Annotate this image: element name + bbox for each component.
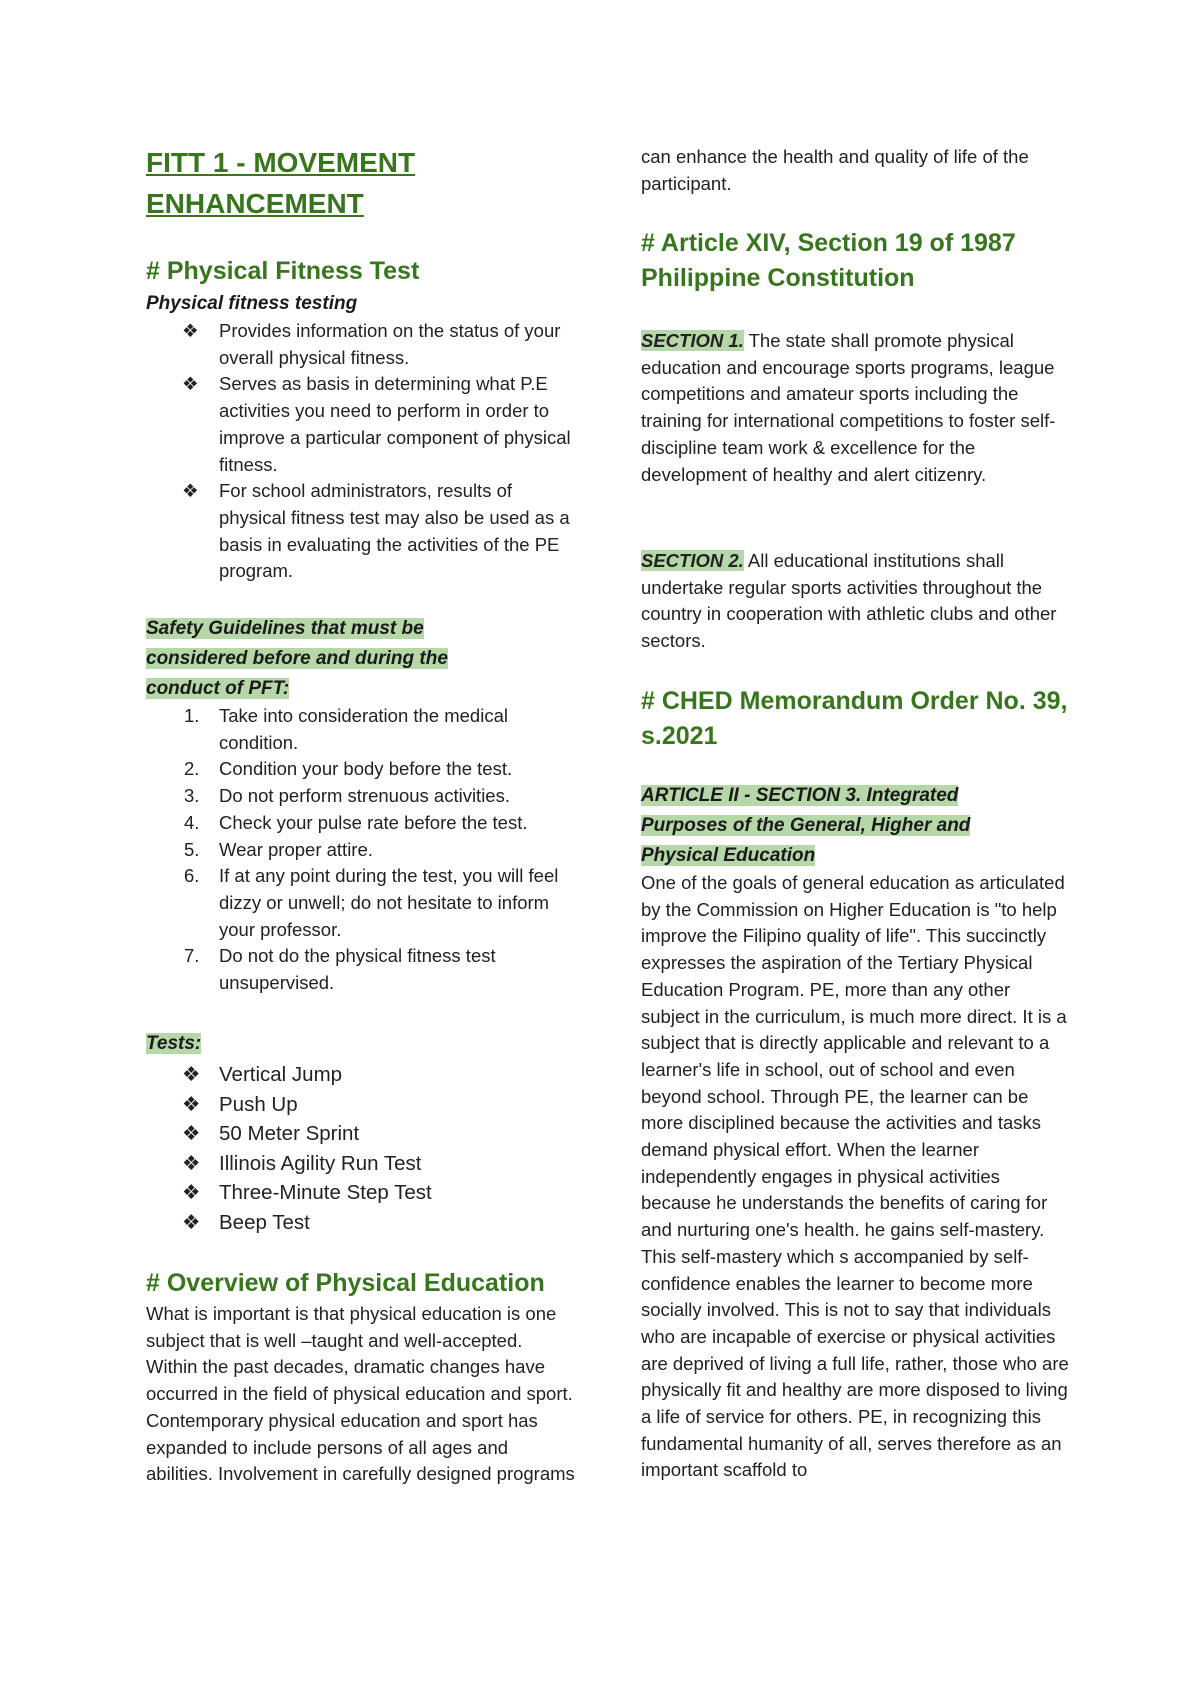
ched-memorandum-heading: # CHED Memorandum Order No. 39, s.2021: [641, 687, 1068, 750]
section-2-label: SECTION 2.: [641, 550, 744, 571]
diamond-bullet-icon: ❖: [182, 1063, 201, 1086]
diamond-bullet-icon: ❖: [182, 1151, 201, 1175]
article-ii-paragraph: One of the goals of general education as articulated by the Commission on Higher Education is "to help improve the Filipino quality of life". This succinctly expresses the aspiration of the Tertiary Physical Education Program. PE, more than any other subject in the curriculum, is much more direct. It is a subject that is directly applicable and relevant to a learner's life in school, out of school and even beyond school. Through PE, the learner can be more disciplined because the activities and tasks demand physical effort. When the learner independently engages in physical activities because he understands the benefits of caring for and nurturing one's health. he gains self-mastery. This self-mastery which s accompanied by self-confidence enables the learner to become more socially involved. This is not to say that individuals who are incapable of exercise or physical activities are deprived of living a full life, rather, those who are physically fit and healthy are more disposed to living a life of service for others. PE, in recognizing this fundamental humanity of all, serves therefore as an important scaffold to: [641, 872, 1069, 1481]
list-item: ❖ Beep Test: [146, 1208, 576, 1238]
physical-fitness-test-heading: # Physical Fitness Test: [146, 257, 420, 285]
list-item: ❖ Three-Minute Step Test: [146, 1178, 576, 1208]
section-2-paragraph: SECTION 2. All educational institutions shall undertake regular sports activities throughout the country in cooperation with athletic clubs and other sectors.: [641, 550, 1057, 652]
tests-list: [146, 1060, 576, 1237]
section-1-paragraph: SECTION 1. The state shall promote physical education and encourage sports programs, league competitions and amateur sports including the training for international competitions to foster self-discipline team work & excellence for the development of healthy and alert citizenry.: [641, 330, 1056, 485]
diamond-bullet-icon: ❖: [182, 1092, 201, 1116]
article-ii-section-3-heading: ARTICLE II - SECTION 3. Integrated Purposes of the General, Higher and Physical Education: [641, 785, 971, 866]
diamond-bullet-icon: ❖: [182, 373, 199, 395]
list-item: ❖ Vertical Jump: [146, 1060, 576, 1090]
diamond-bullet-icon: ❖: [182, 1210, 201, 1234]
safety-guidelines-heading: Safety Guidelines that must be considered before and during the conduct of PFT:: [146, 618, 448, 699]
continued-paragraph: can enhance the health and quality of life of the participant.: [641, 146, 1029, 194]
list-item: ❖ Provides information on the status of your overall physical fitness.: [182, 320, 561, 368]
overview-heading: # Overview of Physical Education: [146, 1269, 545, 1297]
list-item: 3. Do not perform strenuous activities.: [184, 785, 510, 807]
diamond-bullet-icon: ❖: [182, 480, 199, 502]
physical-fitness-testing-subheading: Physical fitness testing: [146, 293, 358, 314]
document-title: FITT 1 - MOVEMENT ENHANCEMENT: [146, 147, 416, 219]
section-1-label: SECTION 1.: [641, 330, 744, 351]
article-xiv-heading: # Article XIV, Section 19 of 1987 Philippine Constitution: [641, 229, 1016, 292]
list-item: ❖ 50 Meter Sprint: [146, 1119, 576, 1149]
list-item: ❖ Illinois Agility Run Test: [146, 1149, 576, 1179]
safety-guidelines-list: [146, 703, 576, 997]
diamond-bullet-icon: ❖: [182, 320, 199, 341]
list-item: ❖ Push Up: [146, 1090, 576, 1120]
diamond-bullet-icon: ❖: [182, 1181, 201, 1204]
list-item: 4. Check your pulse rate before the test.: [184, 811, 528, 833]
list-item: 2. Condition your body before the test.: [184, 758, 513, 780]
list-item: ❖ Serves as basis in determining what P.E activities you need to perform in order to improve a particular component of physical fitness.: [182, 373, 571, 475]
list-item: 6. If at any point during the test, you will feel dizzy or unwell; do not hesitate to inform your professor.: [184, 865, 559, 940]
pft-bullet-list: [146, 318, 576, 585]
overview-paragraph: What is important is that physical education is one subject that is well –taught and well-accepted. Within the past decades, dramatic changes have occurred in the field of physical education and sport. Contemporary physical education and sport has expanded to include persons of all ages and abilities. Involvement in carefully designed programs: [146, 1303, 575, 1485]
list-item: 1. Take into consideration the medical condition.: [184, 705, 508, 753]
list-item: 7. Do not do the physical fitness test unsupervised.: [184, 945, 496, 994]
diamond-bullet-icon: ❖: [182, 1122, 201, 1145]
tests-heading: Tests:: [146, 1033, 202, 1054]
list-item: 5. Wear proper attire.: [184, 838, 373, 860]
list-item: ❖ For school administrators, results of physical fitness test may also be used as a basis in evaluating the activities of the PE program.: [182, 480, 570, 582]
